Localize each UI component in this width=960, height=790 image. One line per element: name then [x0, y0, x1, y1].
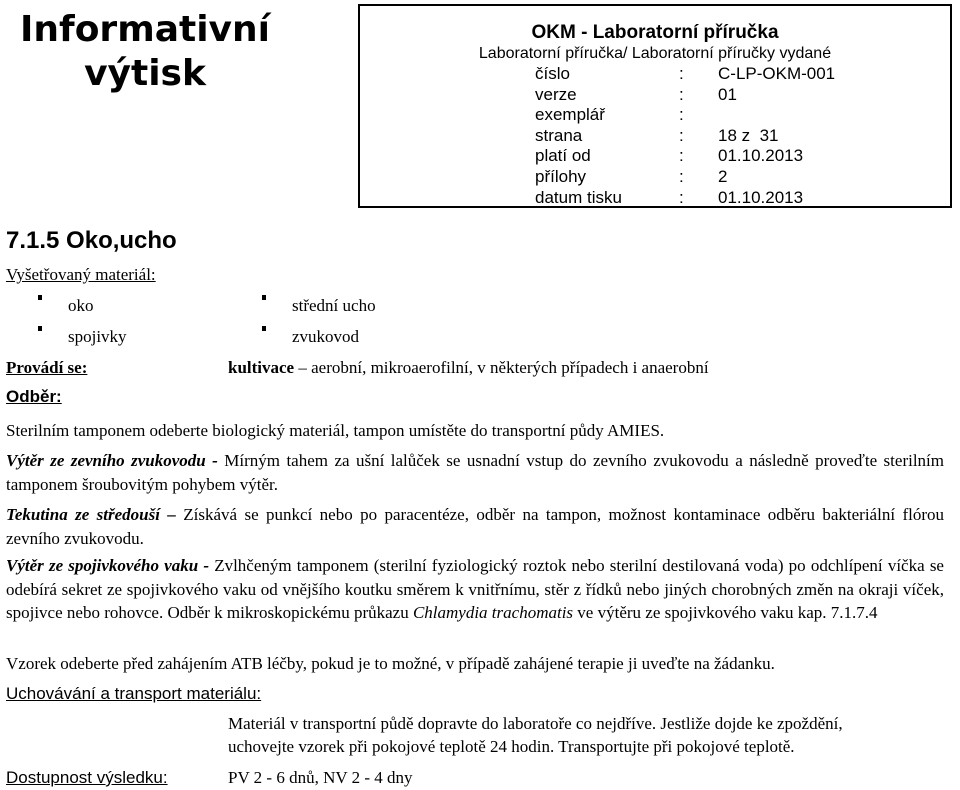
sampling-label: Odběr: — [6, 387, 62, 406]
availability-label: Dostupnost výsledku: — [6, 768, 168, 787]
meta-key: číslo — [535, 64, 570, 83]
performs-method: kultivace — [228, 358, 295, 377]
document-title: OKM - Laboratorní příručka — [531, 22, 779, 43]
meta-value: C-LP-OKM-001 — [718, 64, 836, 83]
meta-key: strana — [535, 125, 583, 145]
meta-sep: : — [679, 84, 684, 104]
watermark-line-2: výtisk — [84, 53, 206, 94]
informative-copy-watermark — [14, 8, 276, 96]
header-meta-table — [535, 64, 835, 208]
sampling-paragraph-before-atb: Vzorek odeberte před zahájením ATB léčby, pokud je to možné, v případě zahájené terapie ji uveďte na žádanku. — [6, 654, 775, 673]
document-header-box — [358, 4, 952, 208]
meta-sep: : — [679, 146, 684, 166]
middle-ear-heading: Tekutina ze středouší – — [6, 505, 176, 524]
watermark-line-1: Informativní — [20, 9, 270, 50]
sampling-paragraph-ear — [6, 449, 944, 496]
sampling-paragraph-conjunctiva — [6, 554, 944, 625]
meta-value: 01.10.2013 — [718, 146, 804, 166]
material-item-spojivky: spojivky — [38, 326, 127, 348]
performs-detail: – aerobní, mikroaerofilní, v některých případech i anaerobní — [294, 358, 709, 377]
meta-row-strana — [535, 126, 835, 147]
storage-label: Uchovávání a transport materiálu: — [6, 684, 262, 703]
meta-sep: : — [679, 64, 684, 83]
meta-sep: : — [679, 187, 684, 207]
meta-row-cislo — [535, 64, 835, 85]
material-label: Vyšetřovaný materiál: — [6, 265, 156, 284]
sampling-paragraph-middle-ear — [6, 503, 944, 550]
meta-key: datum tisku — [535, 187, 622, 207]
meta-sep: : — [679, 125, 684, 145]
meta-key: exemplář — [535, 105, 605, 125]
storage-text-line-2: uchovejte vzorek při pokojové teplotě 24 hodin. Transportujte při pokojové teplotě. — [228, 737, 795, 756]
middle-ear-text: Získává se punkcí nebo po paracentéze, odběr na tampon, možnost kontaminace odběru bakteriální flórou zevního zvukovodu. — [6, 505, 944, 548]
meta-row-datum-tisku — [535, 188, 835, 209]
material-item-zvukovod: zvukovod — [262, 326, 359, 348]
meta-sep: : — [679, 166, 684, 186]
meta-key: platí od — [535, 146, 591, 166]
meta-value: 01 — [718, 84, 737, 104]
ear-swab-heading: Výtěr ze zevního zvukovodu - — [6, 451, 218, 470]
meta-row-plati-od — [535, 146, 835, 167]
ear-swab-text: Mírným tahem za ušní lalůček se usnadní vstup do zevního zvukovodu a následně proveďte sterilním tamponem šroubovitým pohybem výtěr. — [6, 451, 944, 494]
section-title: 7.1.5 Oko,ucho — [6, 227, 177, 254]
meta-row-exemplar — [535, 105, 835, 126]
availability-value: PV 2 - 6 dnů, NV 2 - 4 dny — [228, 768, 413, 787]
meta-key: přílohy — [535, 166, 587, 186]
meta-key: verze — [535, 84, 577, 104]
meta-value: 2 — [718, 166, 728, 186]
conjunctiva-text: Zvlhčeným tamponem (sterilní fyziologický roztok nebo sterilní destilovaná voda) po odchlípení víčka se odebírá sekret ze spojivkového vaku od vnějšího koutku směrem k vnitřnímu, stěr z řídků nebo jiných chorobných změn na okraji víček, spojivce nebo rohovce. Odběr k mikroskopickému průkazu — [6, 556, 944, 622]
material-item-oko: oko — [38, 295, 94, 317]
meta-row-prilohy — [535, 167, 835, 188]
document-subtitle: Laboratorní příručka/ Laboratorní příručky vydané — [478, 45, 832, 62]
chlamydia-name: Chlamydia trachomatis — [412, 603, 574, 622]
storage-text-line-1: Materiál v transportní půdě dopravte do laboratoře co nejdříve. Jestliže dojde ke zpoždění, — [228, 714, 843, 733]
performs-value — [228, 357, 709, 379]
conjunctiva-heading: Výtěr ze spojivkového vaku - — [6, 556, 209, 575]
conjunctiva-tail: ve výtěru ze spojivkového vaku kap. 7.1.7.4 — [573, 603, 878, 622]
meta-value: 01.10.2013 — [718, 187, 804, 207]
material-item-stredni-ucho: střední ucho — [262, 295, 376, 317]
sampling-paragraph-1: Sterilním tamponem odeberte biologický materiál, tampon umístěte do transportní půdy AMIES. — [6, 421, 665, 440]
performs-label: Provádí se: — [6, 358, 88, 377]
meta-row-verze — [535, 85, 835, 106]
meta-value: 18 z 31 — [718, 125, 779, 145]
meta-sep: : — [679, 105, 684, 125]
